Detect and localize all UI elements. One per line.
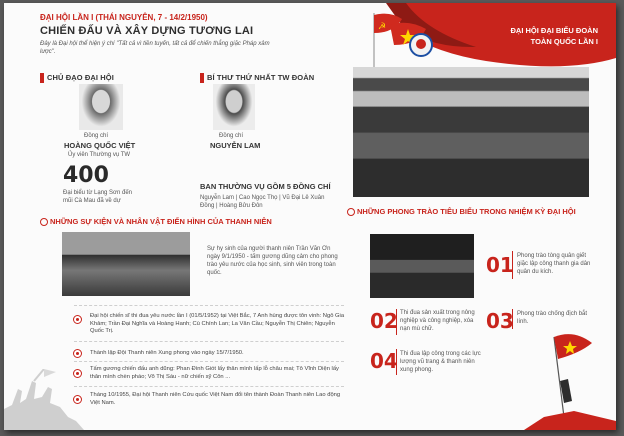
svg-text:☭: ☭ xyxy=(378,22,387,32)
banner-title-line: ĐẠI HỘI ĐẠI BIỂU ĐOÀN xyxy=(510,26,598,35)
divider xyxy=(396,349,397,375)
events-section-title: NHỮNG SỰ KIỆN VÀ NHÂN VẬT ĐIỂN HÌNH CỦA THANH NIÊN xyxy=(40,217,272,226)
standing-committee-title: BAN THƯỜNG VỤ GỒM 5 ĐỒNG CHÍ xyxy=(200,182,331,191)
event-item: Đại hội chiến sĩ thi đua yêu nước lần I (01/5/1952) tại Việt Bắc, 7 Anh hùng được tôn vinh: Ngô Gia Khảm; Trần Đại Nghĩa và Hoàng Hanh; Cù Chính Lan; La Văn Cầu; Nguyễn Thị Chiên; Nguyễn Quốc Trị. xyxy=(90,313,345,335)
event-feature-text: Sự hy sinh của người thanh niên Trần Văn Ơn ngày 9/1/1950 - tấm gương dũng cảm cho phong trào yêu nước của học sinh, sinh viên trong toàn quốc. xyxy=(207,246,338,276)
delegate-text: Đại biểu từ Lạng Sơn đến mũi Cà Mau đã về dự xyxy=(63,190,132,204)
movement-text: Thi đua lập công trong các lực lượng vũ trang & thanh niên xung phong. xyxy=(400,351,481,373)
secretary-portrait xyxy=(213,84,255,130)
secretary-name: NGUYỄN LAM xyxy=(210,141,261,150)
secretary-prefix: Đồng chí xyxy=(219,133,244,139)
section-marker xyxy=(40,73,44,83)
movement-text: Phong trào chống địch bắt lính. xyxy=(517,311,588,325)
chair-role: Ủy viên Thường vụ TW xyxy=(68,152,131,158)
movement-text: Phong trào tòng quân giết giặc lập công thanh gia dân quân du kích. xyxy=(517,253,591,275)
target-icon xyxy=(347,208,355,216)
event-bullet-icon xyxy=(73,349,82,358)
section-marker xyxy=(200,73,204,83)
secretary-section-title: BÍ THƯ THỨ NHẤT TW ĐOÀN xyxy=(200,73,314,83)
intro-text: Đây là Đại hội thể hiện ý chí "Tất cả vì tiền tuyến, tất cả để chiến thắng giặc Pháp xâm lược". xyxy=(40,41,270,55)
soldier-silhouette-icon xyxy=(4,369,84,430)
infographic-page xyxy=(4,3,616,430)
movement-number: 01 xyxy=(486,253,514,277)
chair-name: HOÀNG QUỐC VIỆT xyxy=(64,141,136,150)
event-bullet-icon xyxy=(73,315,82,324)
divider xyxy=(512,251,513,279)
event-item: Tấm gương chiến đấu anh dũng: Phan Đình Giót lấy thân mình lấp lỗ châu mai; Tô Vĩnh Diện lấy thân mình chèn pháo; Võ Thị Sáu - nữ chiến sỹ Côn ... xyxy=(90,366,339,380)
chair-portrait xyxy=(79,84,123,130)
movement-text: Thi đua sản xuất trong nông nghiệp và công nghiệp, xóa nạn mù chữ. xyxy=(400,310,475,332)
target-icon xyxy=(40,218,48,226)
chair-section-title: CHỦ ĐẠO ĐẠI HỘI xyxy=(40,73,114,83)
congress-kicker: ĐẠI HỘI LẦN I (THÁI NGUYÊN, 7 - 14/2/1950) xyxy=(40,13,208,22)
banner-title-line: TOÀN QUỐC LẦN I xyxy=(530,37,598,46)
divider xyxy=(396,309,397,335)
crowd-photo xyxy=(62,232,190,296)
divider xyxy=(74,361,344,362)
movement-number: 02 xyxy=(370,309,398,333)
divider xyxy=(512,309,513,329)
movement-number: 04 xyxy=(370,349,398,373)
youth-union-emblem-icon xyxy=(409,33,433,57)
delegate-count: 400 xyxy=(63,163,109,188)
divider xyxy=(74,341,344,342)
event-item: Thành lập Đội Thanh niên Xung phong vào ngày 15/7/1950. xyxy=(90,350,244,356)
event-item: Tháng 10/1955, Đại hội Thanh niên Cứu quốc Việt Nam đổi tên thành Đoàn Thanh niên Lao động Việt Nam. xyxy=(90,392,341,406)
divider xyxy=(74,305,344,306)
divider xyxy=(74,386,344,387)
banner-title xyxy=(458,25,598,47)
movements-section-title: NHỮNG PHONG TRÀO TIÊU BIỂU TRONG NHIỆM KỲ ĐẠI HỘI xyxy=(347,206,587,217)
flag-bearer-icon xyxy=(524,321,616,430)
chair-prefix: Đồng chí xyxy=(84,133,109,139)
standing-committee-members: Nguyễn Lam | Cao Ngọc Thọ | Vũ Đại Lê Xuân Đồng | Hoàng Bửu Đôn xyxy=(200,195,325,209)
movement-number: 03 xyxy=(486,309,514,333)
page-title: CHIẾN ĐẤU VÀ XÂY DỰNG TƯƠNG LAI xyxy=(40,25,254,37)
delegates-group-photo xyxy=(353,67,589,197)
movement-photo xyxy=(370,234,474,298)
